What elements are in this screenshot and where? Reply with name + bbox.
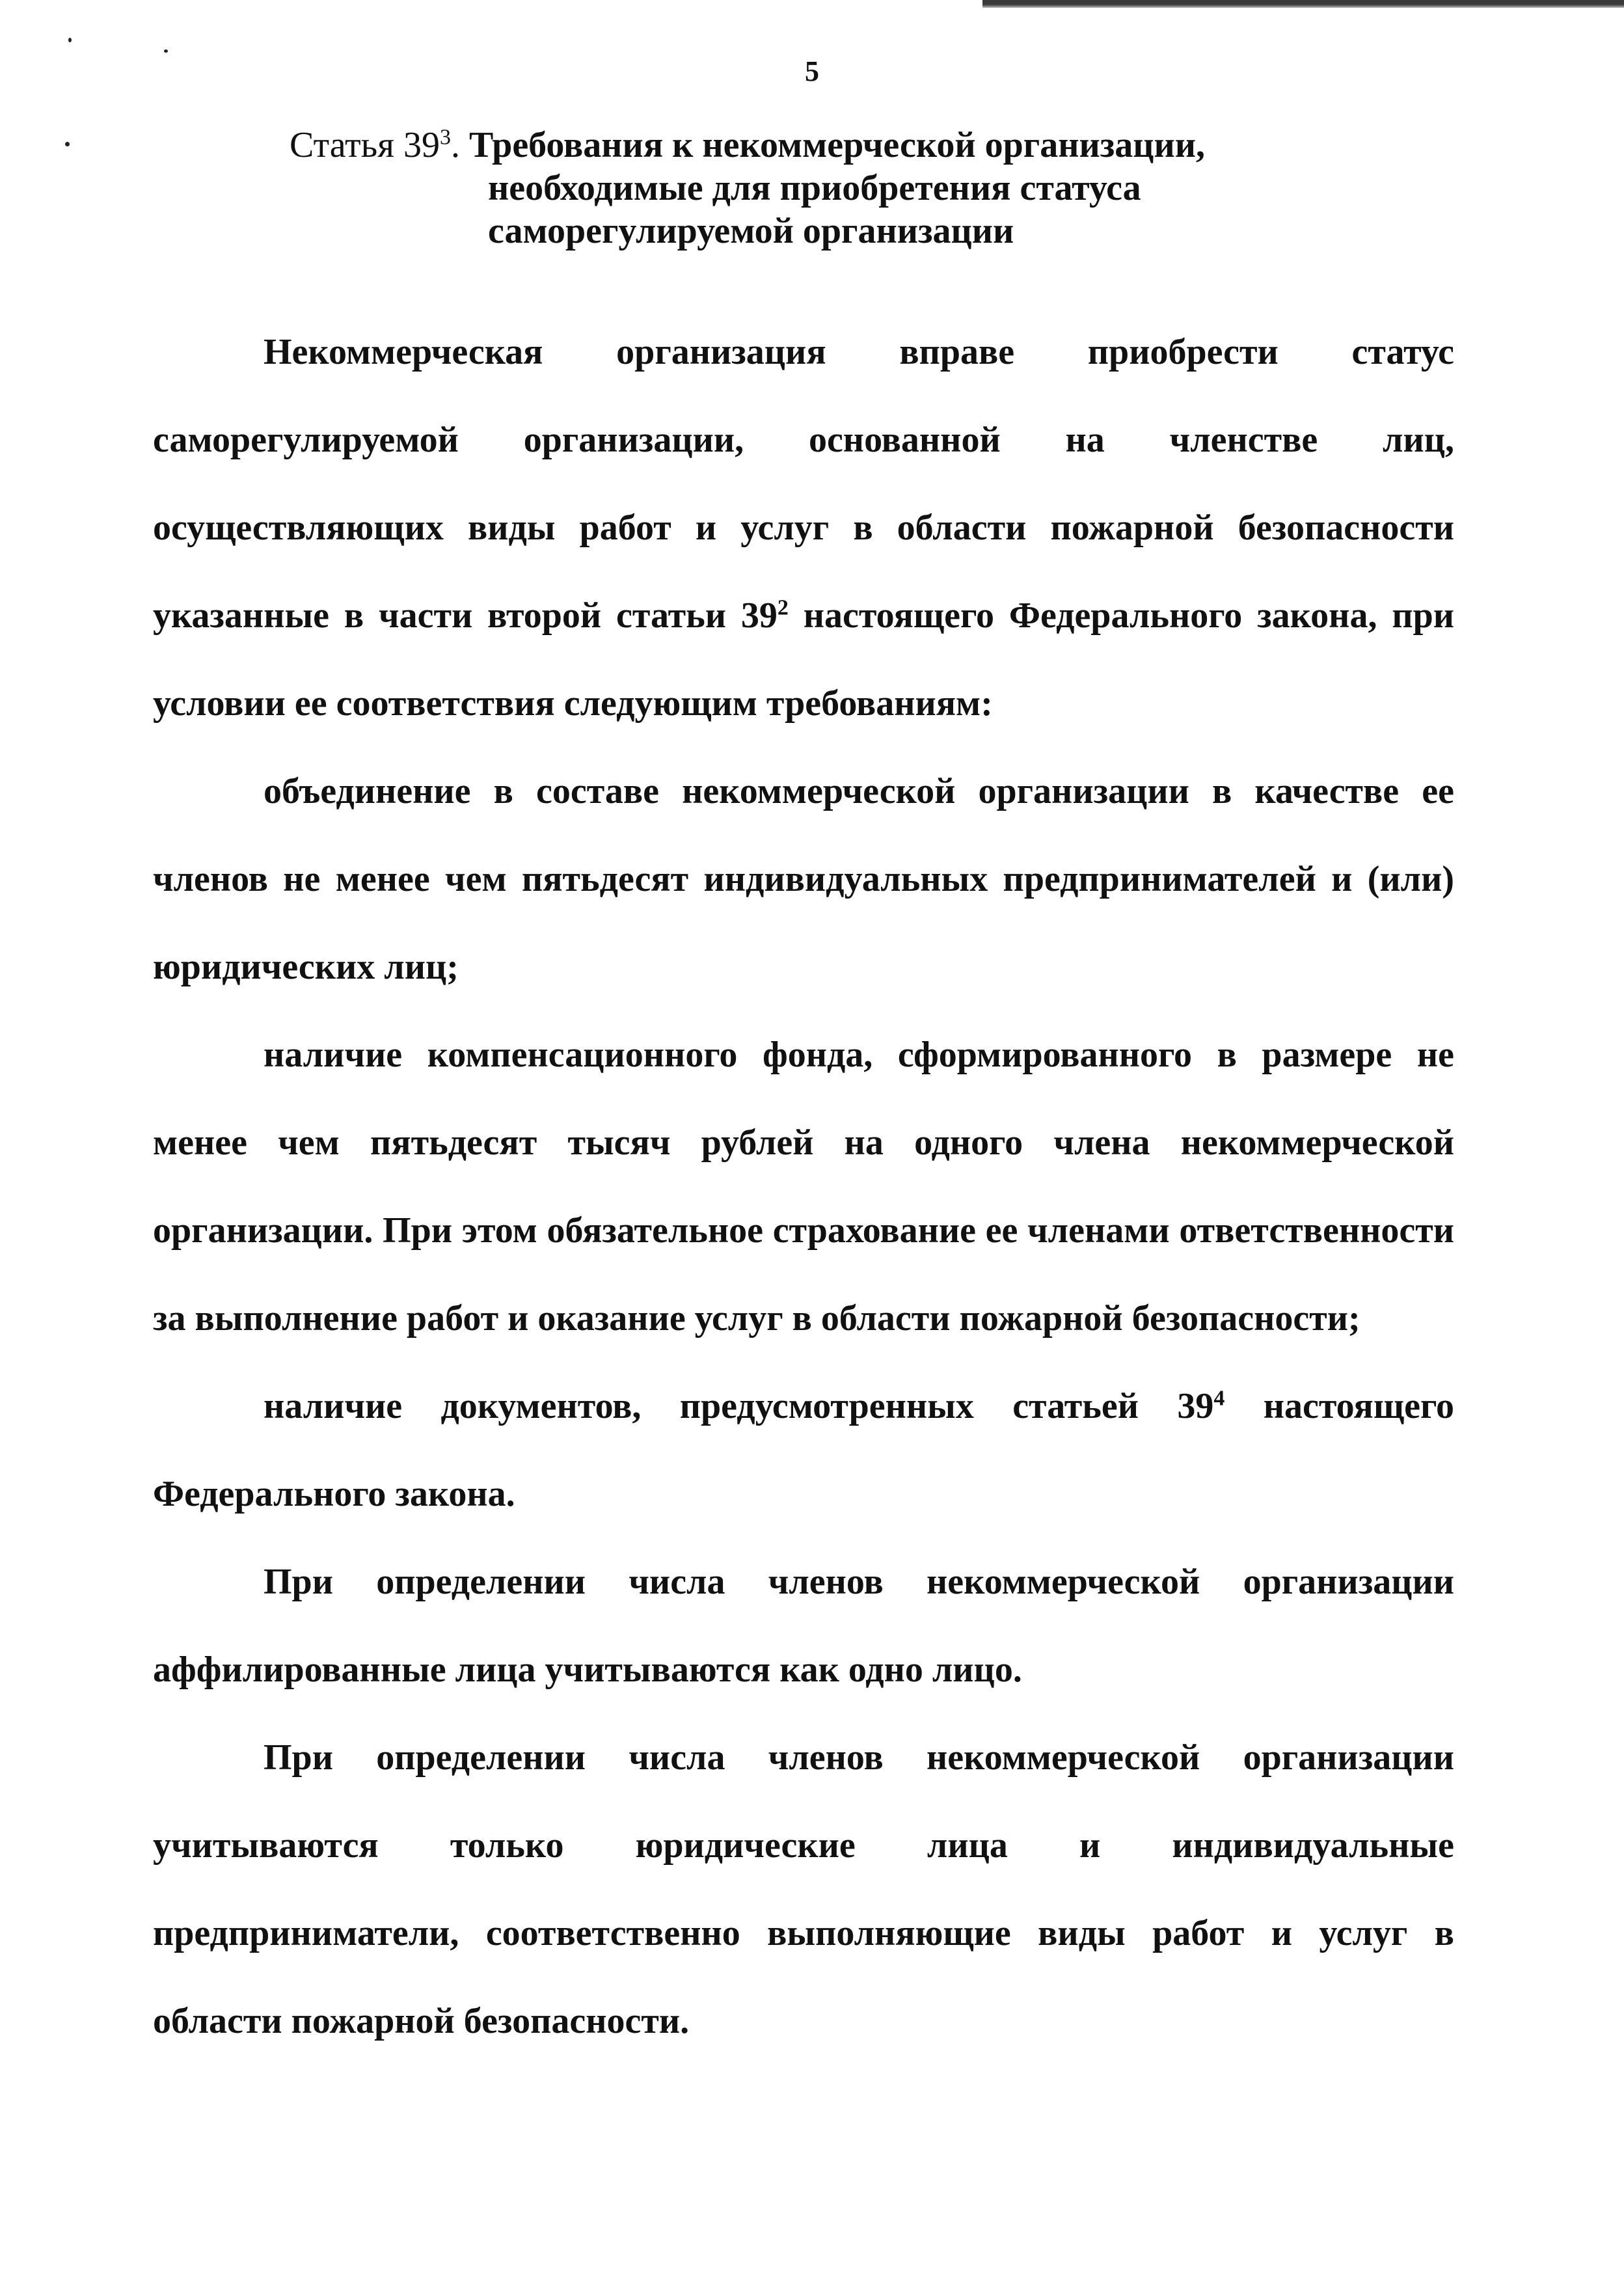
scan-speck [68, 38, 72, 42]
paragraph: объединение в составе некоммерческой организации в качестве ее членов не менее чем пятьдесят индивидуальных предпринимателей и (или) юридических лиц; [153, 771, 1454, 987]
paragraph: При определении числа членов некоммерческой организации аффилированные лица учитываются как одно лицо. [153, 1562, 1454, 1690]
article-body [153, 308, 1454, 2065]
scan-edge-artifact [982, 0, 1624, 8]
article-heading [290, 124, 1396, 252]
article-title-line: саморегулируемой организации [488, 211, 1014, 251]
scan-speck [65, 142, 70, 146]
paragraph: При определении числа членов некоммерческой организации учитываются только юридические лица и индивидуальные предприниматели, соответственно выполняющие виды работ и услуг в области пожарной безопасности. [153, 1737, 1454, 2041]
paragraph: наличие компенсационного фонда, сформированного в размере не менее чем пятьдесят тысяч рублей на одного члена некоммерческой организации. При этом обязательное страхование ее членами ответственности за выполнение работ и оказание услуг в области пожарной безопасности; [153, 1035, 1454, 1338]
article-number: Статья $39^3$. [290, 125, 460, 165]
superscript: 4 [1213, 1386, 1225, 1411]
article-title-line: Требования к некоммерческой организации, [468, 125, 1206, 165]
article-heading-line-1 [290, 124, 1396, 167]
paragraph: наличие документов, предусмотренных статьей $39^4$ настоящего Федерального закона. [153, 1386, 1454, 1514]
article-title-line: необходимые для приобретения статуса [488, 168, 1141, 208]
article-number-superscript: 3 [439, 125, 451, 150]
page-number: 5 [805, 55, 819, 87]
superscript: 2 [777, 595, 789, 620]
paragraph: Некоммерческая организация вправе приобрести статус саморегулируемой организации, основанной на членстве лиц, осуществляющих виды работ и услуг в области пожарной безопасности указанные в части второй статьи $39^2$ настоящего Федерального закона, при условии ее соответствия следующим требованиям: [153, 332, 1454, 724]
